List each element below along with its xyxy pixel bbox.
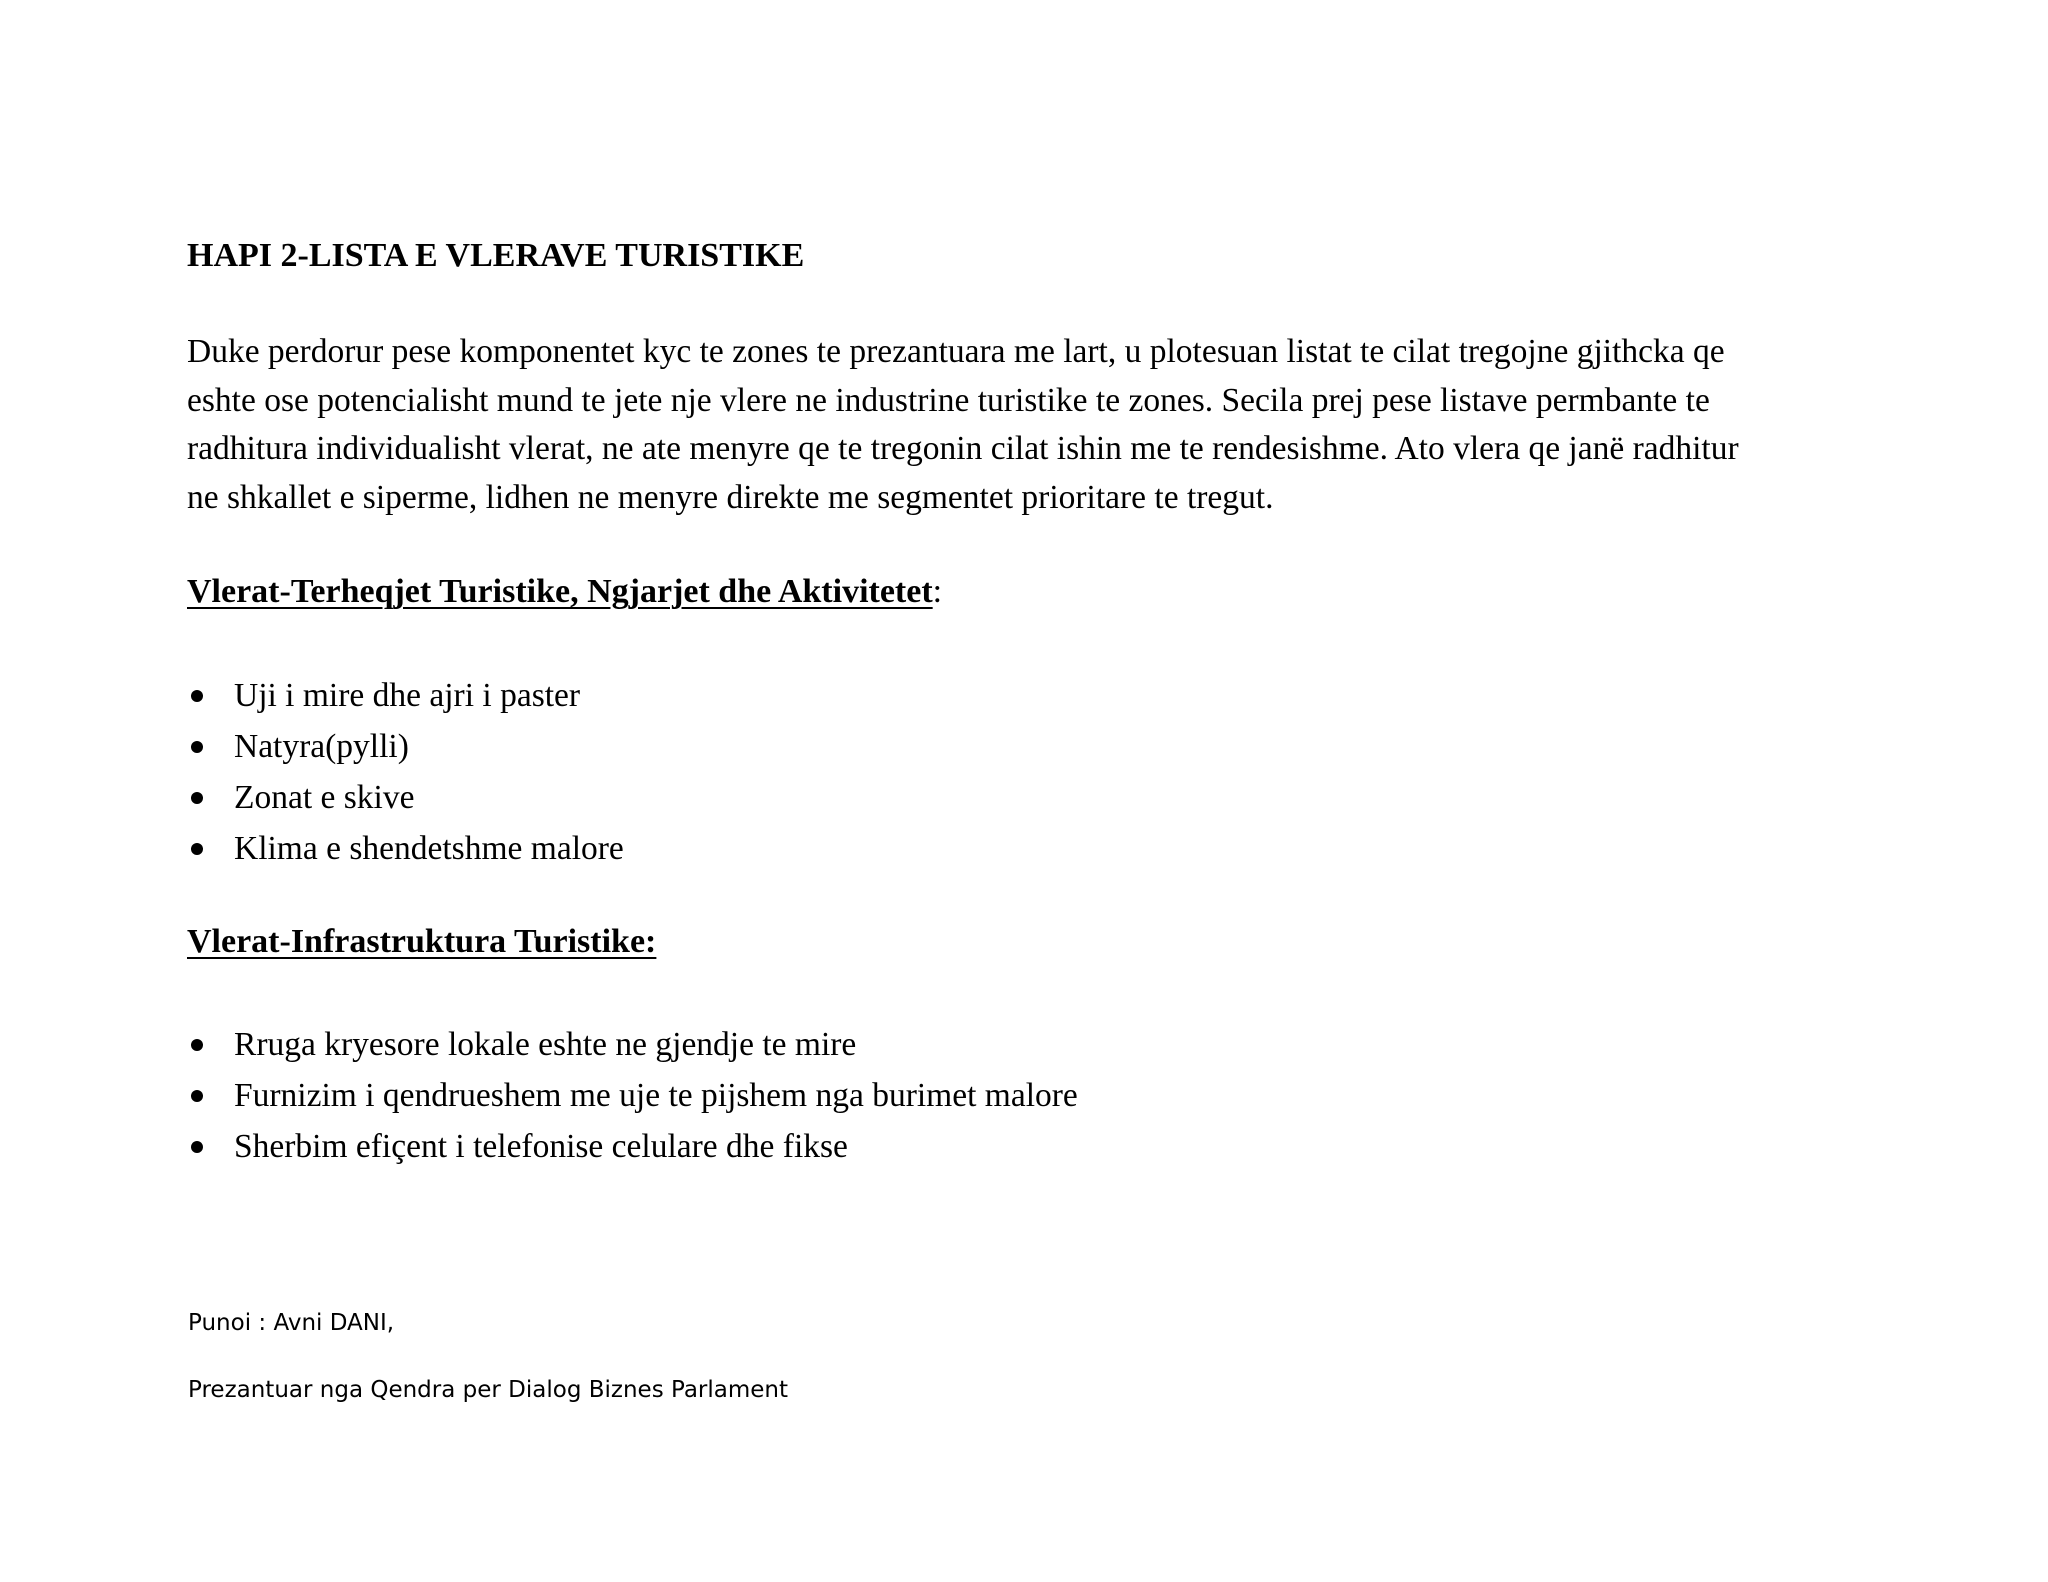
intro-line: eshte ose potencialisht mund te jete nje vlere ne industrine turistike te zones. Secila prej pese listave permbante te [187, 381, 1710, 419]
intro-paragraph [187, 328, 1907, 522]
list-item-text: Furnizim i qendrueshem me uje te pijshem nga burimet malore [234, 1077, 1078, 1114]
intro-line: radhitura individualisht vlerat, ne ate menyre qe te tregonin cilat ishin me te rendesishme. Ato vlera qe janë radhitur [187, 430, 1739, 467]
section-heading-attractions [187, 568, 942, 616]
bullet-icon [191, 792, 203, 804]
list-item-text: Natyra(pylli) [234, 728, 409, 765]
footer-author: Punoi : Avni DANI, [188, 1310, 395, 1336]
list-item-text: Sherbim efiçent i telefonise celulare dhe fikse [234, 1128, 848, 1165]
list-item [187, 1019, 1078, 1070]
section-heading-infrastructure [187, 918, 656, 966]
bullet-icon [191, 1039, 203, 1051]
list-item [187, 670, 624, 721]
bullet-icon [191, 1141, 203, 1153]
page-title: HAPI 2-LISTA E VLERAVE TURISTIKE [187, 237, 805, 274]
list-item-text: Klima e shendetshme malore [234, 830, 624, 867]
attractions-list [187, 670, 624, 874]
section-heading-text: Vlerat-Infrastruktura Turistike: [187, 923, 657, 960]
list-item [187, 772, 624, 823]
section-heading-text: Vlerat-Terheqjet Turistike, Ngjarjet dhe Aktivitetet [187, 573, 933, 610]
list-item [187, 1070, 1078, 1121]
bullet-icon [191, 1090, 203, 1102]
bullet-icon [191, 741, 203, 753]
list-item-text: Uji i mire dhe ajri i paster [234, 677, 581, 714]
section-heading-suffix: : [932, 573, 943, 610]
list-item-text: Zonat e skive [234, 779, 415, 816]
list-item [187, 721, 624, 772]
list-item [187, 1121, 1078, 1172]
list-item-text: Rruga kryesore lokale eshte ne gjendje te mire [234, 1026, 857, 1063]
list-item [187, 823, 624, 874]
footer-presented-by: Prezantuar nga Qendra per Dialog Biznes Parlament [188, 1377, 789, 1403]
bullet-icon [191, 843, 203, 855]
infrastructure-list [187, 1019, 1078, 1172]
intro-line: ne shkallet e siperme, lidhen ne menyre direkte me segmentet prioritare te tregut. [187, 478, 1274, 516]
intro-line: Duke perdorur pese komponentet kyc te zones te prezantuara me lart, u plotesuan listat te cilat tregojne gjithcka qe [187, 333, 1725, 370]
bullet-icon [191, 690, 203, 702]
